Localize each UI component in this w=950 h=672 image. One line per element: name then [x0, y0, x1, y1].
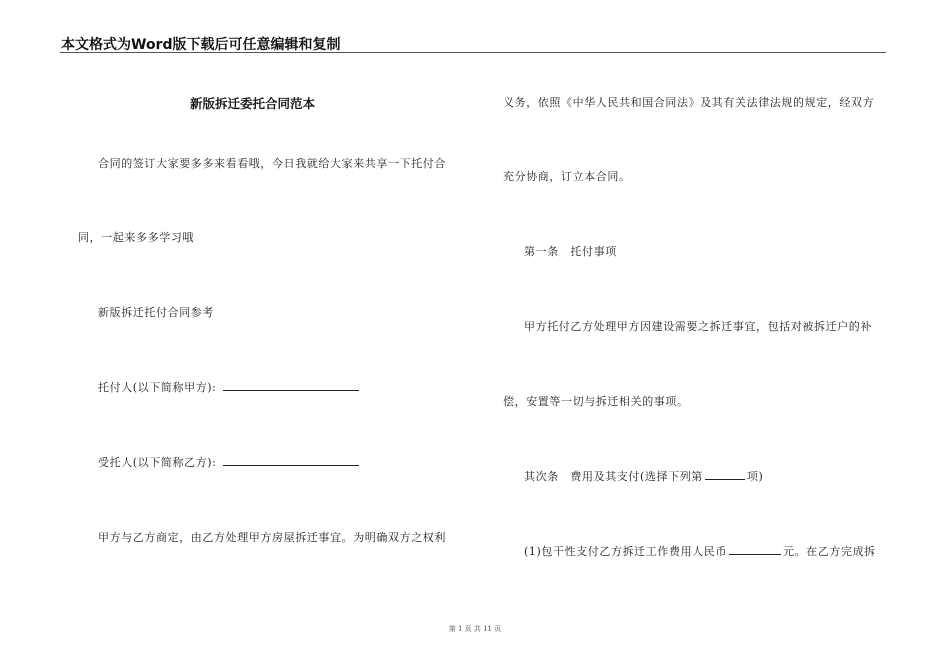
fee-amount-blank — [729, 545, 781, 555]
paragraph-intro-line-1: 合同的签订大家要多多来看看哦，今日我就给大家来共享一下托付合 — [98, 157, 446, 170]
article-1-body-line-2: 偿，安置等一切与拆迁相关的事项。 — [503, 395, 689, 408]
document-title: 新版拆迁委托合同范本 — [190, 96, 316, 111]
paragraph-intro-line-2: 同，一起来多多学习哦 — [78, 231, 194, 244]
document-header-banner: 本文格式为Word版下载后可任意编辑和复制 — [61, 37, 341, 53]
party-b-blank-field — [223, 456, 359, 466]
article-2-heading-text: 其次条 费用及其支付(选择下列第 — [524, 470, 703, 483]
page-number-footer: 第 1 页 共 11 页 — [448, 625, 502, 633]
paragraph-obligation-line-2: 充分协商，订立本合同。 — [503, 170, 631, 183]
article-2-choice-blank — [705, 470, 745, 480]
party-b-label: 受托人(以下简称乙方): — [98, 456, 217, 469]
contract-reference-heading: 新版拆迁托付合同参考 — [98, 306, 214, 319]
paragraph-agreement-line: 甲方与乙方商定，由乙方处理甲方房屋拆迁事宜。为明确双方之权利 — [98, 531, 446, 544]
article-2-heading — [524, 468, 763, 484]
party-a-label: 托付人(以下简称甲方): — [98, 381, 217, 394]
article-2-item-1-line — [524, 543, 876, 559]
paragraph-obligation-line-1: 义务，依照《中华人民共和国合同法》及其有关法律法规的规定，经双方 — [503, 96, 875, 109]
header-divider — [60, 52, 886, 53]
party-a-blank-field — [223, 381, 359, 391]
article-2-heading-suffix: 项) — [746, 470, 764, 483]
article-2-item-1-text: (1)包干性支付乙方拆迁工作费用人民币 — [524, 545, 727, 558]
article-1-body-line-1: 甲方托付乙方处理甲方因建设需要之拆迁事宜，包括对被拆迁户的补 — [524, 320, 872, 333]
party-a-line — [98, 379, 359, 395]
article-2-item-1-suffix: 元。在乙方完成拆 — [782, 545, 876, 558]
party-b-line — [98, 454, 359, 470]
article-1-heading: 第一条 托付事项 — [524, 245, 617, 258]
